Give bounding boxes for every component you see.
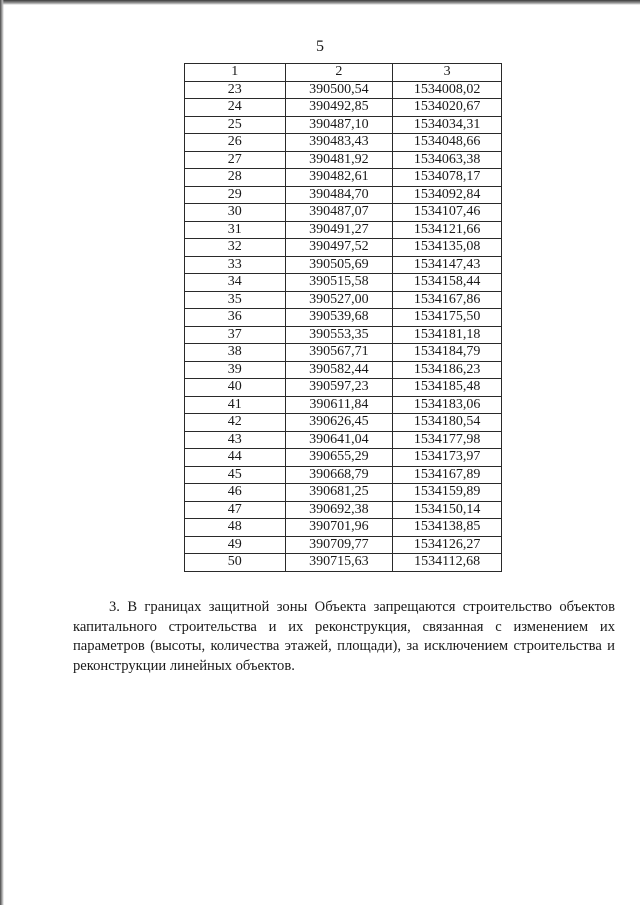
table-row	[185, 326, 502, 344]
table-row	[185, 519, 502, 537]
point-number-cell: 39	[185, 361, 286, 379]
y-coordinate-cell: 1534175,50	[393, 309, 502, 327]
y-coordinate-cell: 1534186,23	[393, 361, 502, 379]
table-row	[185, 81, 502, 99]
point-number-cell: 42	[185, 414, 286, 432]
restriction-paragraph: 3. В границах защитной зоны Объекта запрещаются строительство объектов капитального строительства и их реконструкция, связанная с изменением их параметров (высоты, количества этажей, площади), за исключением строительства и реконструкции линейных объектов.	[73, 599, 615, 674]
y-coordinate-cell: 1534184,79	[393, 344, 502, 362]
y-coordinate-cell: 1534008,02	[393, 81, 502, 99]
column-header: 2	[285, 64, 393, 82]
table-row	[185, 151, 502, 169]
x-coordinate-cell: 390484,70	[285, 186, 393, 204]
point-number-cell: 43	[185, 431, 286, 449]
x-coordinate-cell: 390681,25	[285, 484, 393, 502]
x-coordinate-cell: 390701,96	[285, 519, 393, 537]
table-row	[185, 361, 502, 379]
point-number-cell: 34	[185, 274, 286, 292]
x-coordinate-cell: 390553,35	[285, 326, 393, 344]
table-row	[185, 484, 502, 502]
y-coordinate-cell: 1534180,54	[393, 414, 502, 432]
x-coordinate-cell: 390626,45	[285, 414, 393, 432]
point-number-cell: 44	[185, 449, 286, 467]
x-coordinate-cell: 390539,68	[285, 309, 393, 327]
y-coordinate-cell: 1534126,27	[393, 536, 502, 554]
table-row	[185, 501, 502, 519]
point-number-cell: 25	[185, 116, 286, 134]
x-coordinate-cell: 390487,10	[285, 116, 393, 134]
table-row	[185, 291, 502, 309]
x-coordinate-cell: 390641,04	[285, 431, 393, 449]
table-row	[185, 221, 502, 239]
y-coordinate-cell: 1534150,14	[393, 501, 502, 519]
table-row	[185, 169, 502, 187]
y-coordinate-cell: 1534173,97	[393, 449, 502, 467]
point-number-cell: 46	[185, 484, 286, 502]
point-number-cell: 30	[185, 204, 286, 222]
page-number: 5	[316, 38, 324, 55]
table-row	[185, 396, 502, 414]
x-coordinate-cell: 390611,84	[285, 396, 393, 414]
table-header-row	[185, 64, 502, 82]
point-number-cell: 41	[185, 396, 286, 414]
point-number-cell: 23	[185, 81, 286, 99]
table-row	[185, 414, 502, 432]
x-coordinate-cell: 390715,63	[285, 554, 393, 572]
y-coordinate-cell: 1534167,89	[393, 466, 502, 484]
x-coordinate-cell: 390483,43	[285, 134, 393, 152]
point-number-cell: 47	[185, 501, 286, 519]
y-coordinate-cell: 1534177,98	[393, 431, 502, 449]
point-number-cell: 50	[185, 554, 286, 572]
point-number-cell: 24	[185, 99, 286, 117]
x-coordinate-cell: 390515,58	[285, 274, 393, 292]
table-row	[185, 134, 502, 152]
x-coordinate-cell: 390500,54	[285, 81, 393, 99]
point-number-cell: 28	[185, 169, 286, 187]
y-coordinate-cell: 1534107,46	[393, 204, 502, 222]
x-coordinate-cell: 390597,23	[285, 379, 393, 397]
point-number-cell: 40	[185, 379, 286, 397]
x-coordinate-cell: 390527,00	[285, 291, 393, 309]
y-coordinate-cell: 1534185,48	[393, 379, 502, 397]
table-row	[185, 554, 502, 572]
table-row	[185, 204, 502, 222]
table-row	[185, 449, 502, 467]
y-coordinate-cell: 1534147,43	[393, 256, 502, 274]
scan-edge-left	[0, 0, 4, 905]
column-header: 3	[393, 64, 502, 82]
point-number-cell: 32	[185, 239, 286, 257]
x-coordinate-cell: 390487,07	[285, 204, 393, 222]
y-coordinate-cell: 1534121,66	[393, 221, 502, 239]
y-coordinate-cell: 1534181,18	[393, 326, 502, 344]
y-coordinate-cell: 1534078,17	[393, 169, 502, 187]
y-coordinate-cell: 1534138,85	[393, 519, 502, 537]
x-coordinate-cell: 390668,79	[285, 466, 393, 484]
x-coordinate-cell: 390497,52	[285, 239, 393, 257]
table-row	[185, 274, 502, 292]
point-number-cell: 35	[185, 291, 286, 309]
y-coordinate-cell: 1534183,06	[393, 396, 502, 414]
y-coordinate-cell: 1534159,89	[393, 484, 502, 502]
y-coordinate-cell: 1534158,44	[393, 274, 502, 292]
y-coordinate-cell: 1534048,66	[393, 134, 502, 152]
table-row	[185, 186, 502, 204]
table-row	[185, 256, 502, 274]
scan-edge-top	[0, 0, 640, 5]
point-number-cell: 33	[185, 256, 286, 274]
point-number-cell: 36	[185, 309, 286, 327]
point-number-cell: 31	[185, 221, 286, 239]
table-body	[185, 81, 502, 571]
y-coordinate-cell: 1534092,84	[393, 186, 502, 204]
table-row	[185, 536, 502, 554]
x-coordinate-cell: 390582,44	[285, 361, 393, 379]
x-coordinate-cell: 390481,92	[285, 151, 393, 169]
table-row	[185, 431, 502, 449]
table-row	[185, 239, 502, 257]
y-coordinate-cell: 1534112,68	[393, 554, 502, 572]
point-number-cell: 27	[185, 151, 286, 169]
x-coordinate-cell: 390482,61	[285, 169, 393, 187]
table-row	[185, 99, 502, 117]
point-number-cell: 49	[185, 536, 286, 554]
point-number-cell: 38	[185, 344, 286, 362]
y-coordinate-cell: 1534167,86	[393, 291, 502, 309]
x-coordinate-cell: 390492,85	[285, 99, 393, 117]
table-row	[185, 309, 502, 327]
y-coordinate-cell: 1534063,38	[393, 151, 502, 169]
x-coordinate-cell: 390491,27	[285, 221, 393, 239]
table-row	[185, 344, 502, 362]
column-header: 1	[185, 64, 286, 82]
point-number-cell: 45	[185, 466, 286, 484]
x-coordinate-cell: 390709,77	[285, 536, 393, 554]
y-coordinate-cell: 1534135,08	[393, 239, 502, 257]
point-number-cell: 48	[185, 519, 286, 537]
x-coordinate-cell: 390655,29	[285, 449, 393, 467]
point-number-cell: 29	[185, 186, 286, 204]
table-row	[185, 466, 502, 484]
point-number-cell: 37	[185, 326, 286, 344]
table-row	[185, 116, 502, 134]
x-coordinate-cell: 390505,69	[285, 256, 393, 274]
y-coordinate-cell: 1534034,31	[393, 116, 502, 134]
x-coordinate-cell: 390692,38	[285, 501, 393, 519]
x-coordinate-cell: 390567,71	[285, 344, 393, 362]
table-row	[185, 379, 502, 397]
point-number-cell: 26	[185, 134, 286, 152]
coordinates-table	[184, 63, 502, 572]
y-coordinate-cell: 1534020,67	[393, 99, 502, 117]
